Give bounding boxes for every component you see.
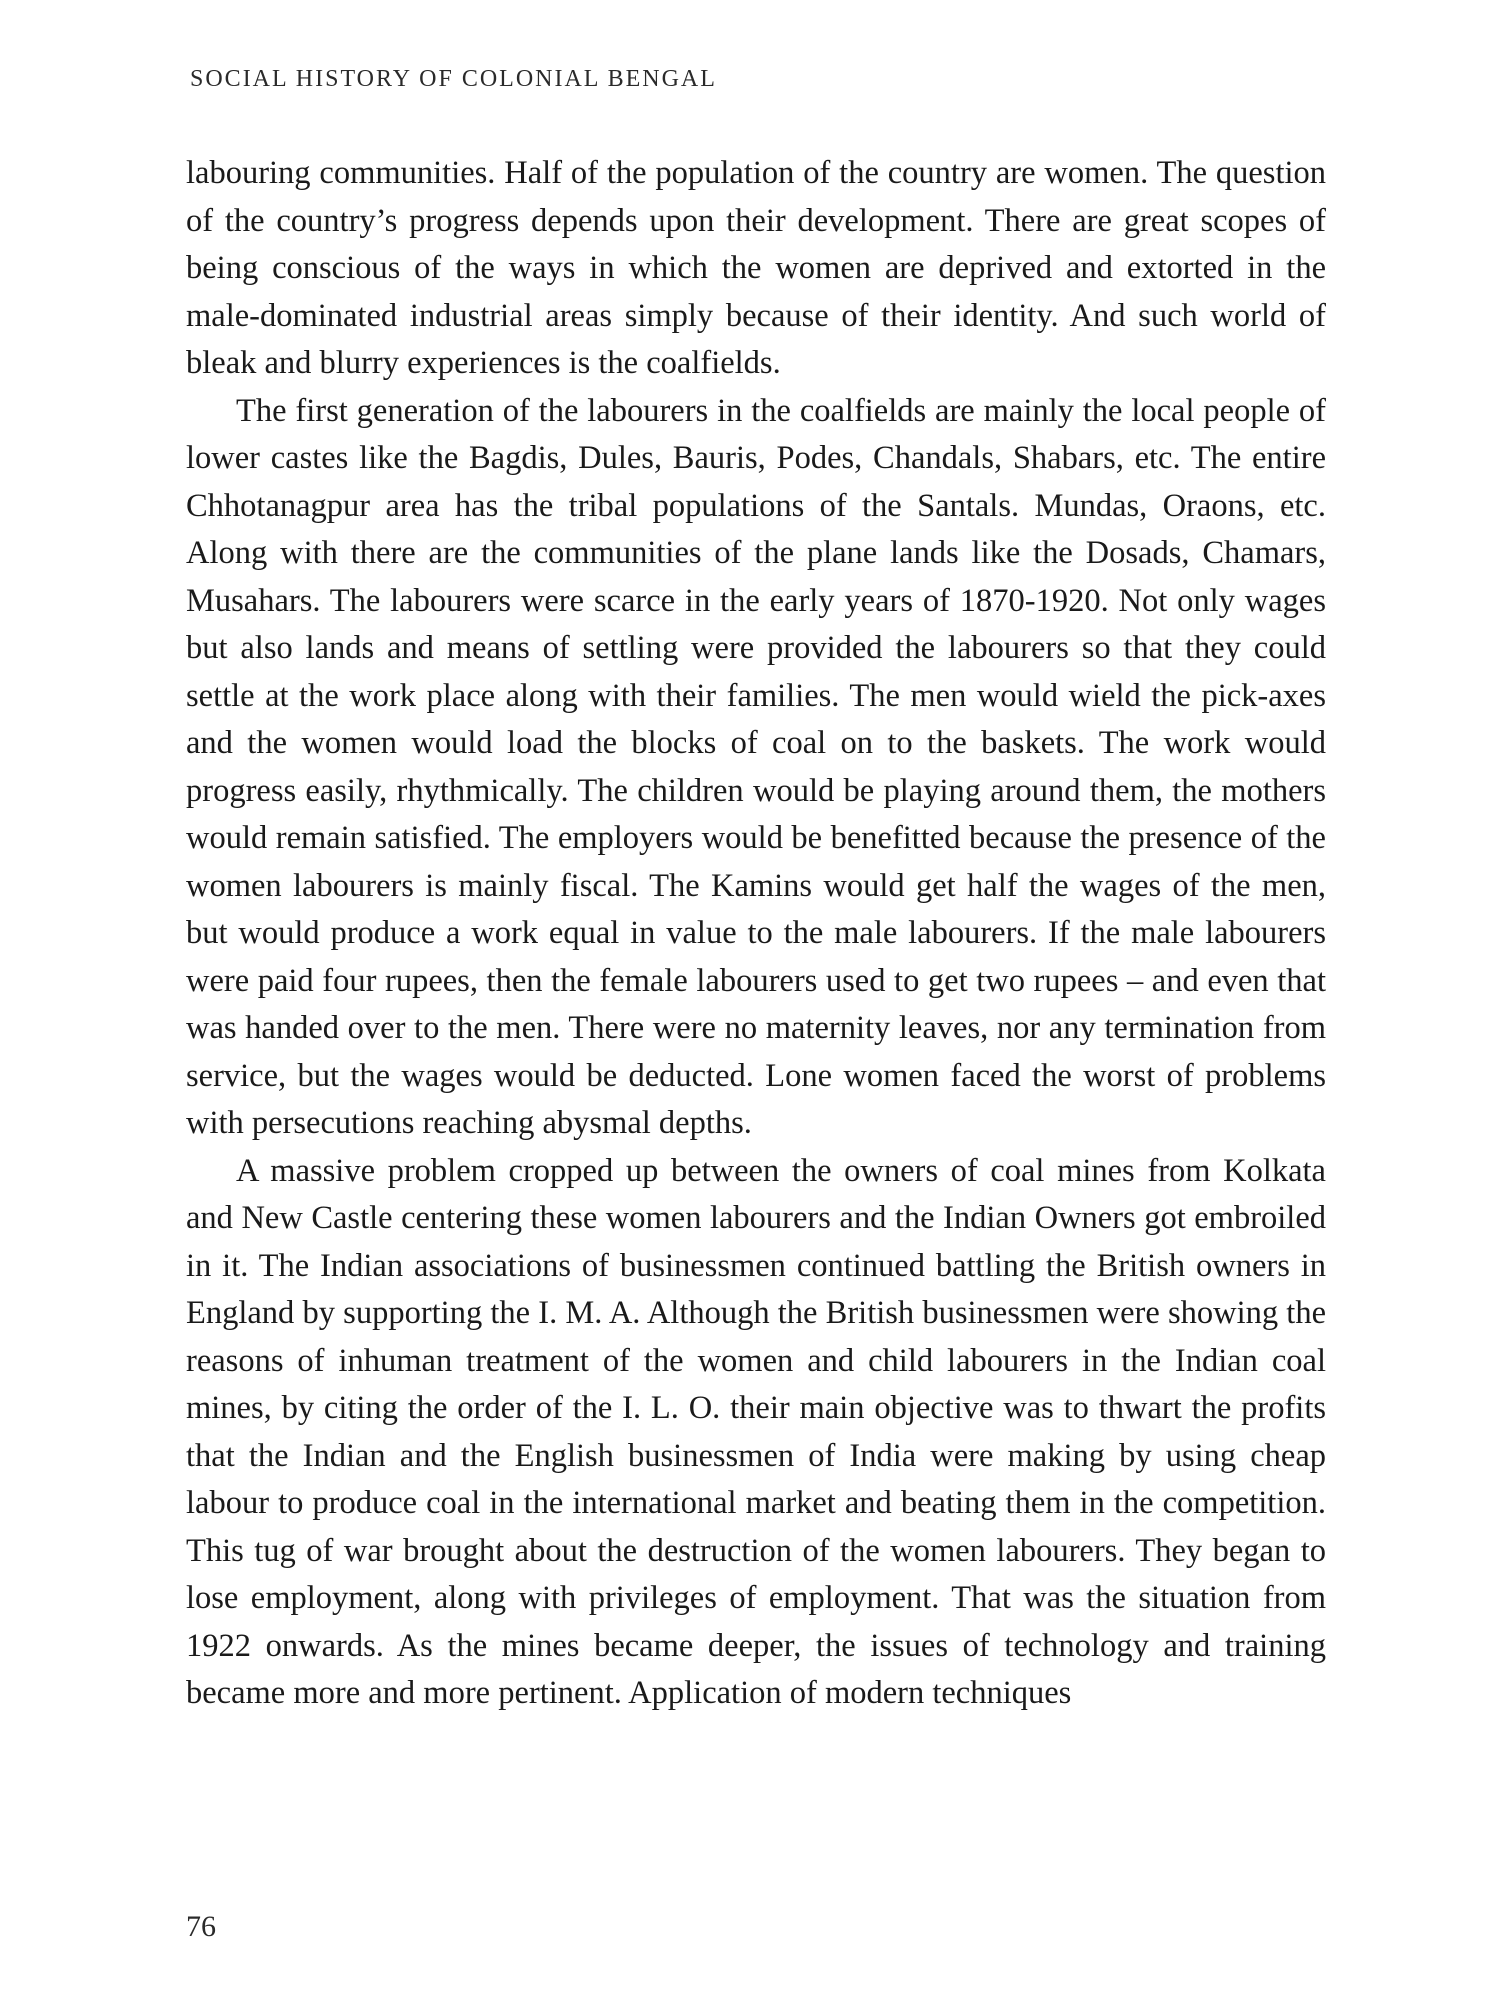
paragraph-continued: labouring communities. Half of the population of the country are women. The question of the country’s progress depends upon their development. There are great scopes of being conscious of the ways in which the women are deprived and extorted in the male-dominated industrial areas simply because of their identity. And such world of bleak and blurry experiences is the coalfields. xyxy=(186,155,1326,381)
body-text xyxy=(186,150,1326,1718)
paragraph-first-generation: The first generation of the labourers in the coalfields are mainly the local people of lower castes like the Bagdis, Dules, Bauris, Podes, Chandals, Shabars, etc. The entire Chhotanagpur area has the tribal populations of the Santals. Mundas, Oraons, etc. Along with there are the communities of the plane lands like the Dosads, Chamars, Musahars. The labourers were scarce in the early years of 1870-1920. Not only wages but also lands and means of settling were provided the labourers so that they could settle at the work place along with their families. The men would wield the pick-axes and the women would load the blocks of coal on to the baskets. The work would progress easily, rhythmically. The children would be playing around them, the mothers would remain satisfied. The employers would be benefitted because the presence of the women labourers is mainly fiscal. The Kamins would get half the wages of the men, but would produce a work equal in value to the male labourers. If the male labourers were paid four rupees, then the female labourers used to get two rupees – and even that was handed over to the men. There were no maternity leaves, nor any termination from service, but the wages would be deducted. Lone women faced the worst of problems with persecutions reaching abysmal depths. xyxy=(186,392,1326,1141)
page-number: 76 xyxy=(186,1910,216,1943)
running-head: SOCIAL HISTORY OF COLONIAL BENGAL xyxy=(190,66,717,92)
paragraph-massive-problem: A massive problem cropped up between the owners of coal mines from Kolkata and New Castle centering these women labourers and the Indian Owners got embroiled in it. The Indian associations of businessmen continued battling the British owners in England by supporting the I. M. A. Although the British businessmen were showing the reasons of inhuman treatment of the women and child labourers in the Indian coal mines, by citing the order of the I. L. O. their main objective was to thwart the profits that the Indian and the English businessmen of India were making by using cheap labour to produce coal in the international market and beating them in the competition. This tug of war brought about the destruction of the women labourers. They began to lose employment, along with privileges of employment. That was the situation from 1922 onwards. As the mines became deeper, the issues of technology and training became more and more pertinent. Application of modern techniques xyxy=(186,1152,1326,1711)
